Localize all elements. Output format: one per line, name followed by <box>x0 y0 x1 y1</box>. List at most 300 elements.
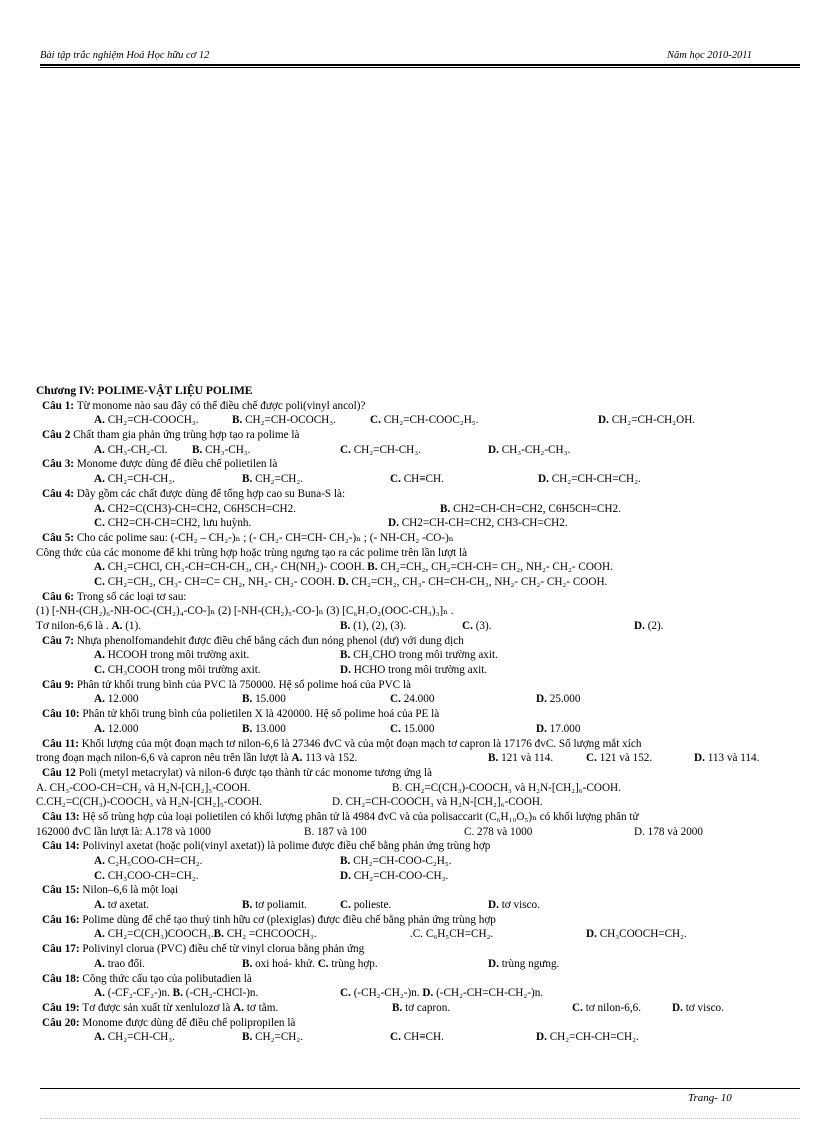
option-letter: D. <box>672 1001 686 1014</box>
option-letter: A. <box>94 1031 108 1044</box>
line-text: D. CH₂=CH-COOCH₃ và H₂N-[CH₂]₆-COOH. <box>332 796 543 809</box>
answer-option <box>304 825 367 840</box>
answer-line <box>36 413 806 428</box>
line-text: CH₂=CH-CH₃. <box>107 1031 175 1044</box>
line-text: 121 và 114. <box>501 752 554 765</box>
answer-option <box>94 472 175 487</box>
line-text: 13.000 <box>255 722 286 735</box>
option-letter: Câu 7: <box>42 634 77 647</box>
line-text: 24.000 <box>403 693 435 706</box>
line-text: HCHO trong môi trường axit. <box>353 664 488 677</box>
line-text: (3). <box>475 620 492 632</box>
line-text: 12.000 <box>107 693 139 706</box>
line-text: CH2=C(CH3)-CH=CH2, C6H5CH=CH2. <box>107 502 296 515</box>
line-text: tơ nilon-6,6. <box>585 1001 642 1014</box>
line-text: tơ visco. <box>685 1001 724 1014</box>
line-text: CH₂=CH-COOC₂H₅. <box>383 414 479 427</box>
page-edge <box>40 1118 800 1119</box>
option-letter: Câu 19: <box>42 1001 83 1014</box>
line-text: CH2=CH-CH=CH2, lưu huỳnh. <box>107 517 252 530</box>
answer-option <box>488 751 553 766</box>
line-text: Polivinyl clorua (PVC) điều chế từ vinyl clorua bằng phản ứng <box>82 943 365 956</box>
line-text: (-CH₂-CH=CH-CH₂-)n. <box>436 987 544 1000</box>
answer-option <box>536 722 580 737</box>
answer-option <box>340 986 543 1001</box>
option-letter: Câu 6: <box>42 590 77 603</box>
option-letter: A. <box>94 722 108 735</box>
option-letter: D. <box>598 414 612 427</box>
line-text: CH₂=CH₂, CH₃- CH=CH-CH₃, NH₂- CH₂- CH₂- COOH. <box>351 575 608 588</box>
line-text: 15.000 <box>403 722 435 735</box>
footer-rule <box>40 1088 800 1089</box>
option-letter: C. <box>340 899 354 912</box>
option-letter: A. <box>291 752 306 765</box>
option-letter: C. <box>390 1031 404 1044</box>
line-text: HCOOH trong môi trường axit. <box>107 649 250 662</box>
line-text: CH₂=CH-COOCH₃. <box>107 414 199 427</box>
option-letter: Câu 1: <box>42 399 77 412</box>
option-letter: B. <box>232 414 246 427</box>
answer-option <box>94 413 199 428</box>
line-text: CH₃-CH₂-CH₃. <box>501 443 571 456</box>
line-text: CH₂=CH-CH=CH₂. <box>551 473 641 486</box>
option-letter: B. <box>242 722 256 735</box>
answer-option <box>232 413 336 428</box>
answer-option <box>340 898 391 913</box>
option-letter: C. <box>94 869 108 882</box>
option-letter: Câu 15: <box>42 884 83 897</box>
answer-option <box>36 751 357 766</box>
answer-option <box>94 1030 175 1045</box>
answer-option <box>242 1030 303 1045</box>
option-letter: Câu 9: <box>42 678 77 691</box>
answer-line <box>36 502 806 517</box>
option-letter: Câu 14: <box>42 840 83 853</box>
question-line <box>36 487 806 502</box>
option-letter: B. <box>440 502 454 515</box>
answer-line <box>36 795 806 810</box>
line-text: Công thức của các monome để khi trùng hợp hoặc trùng ngưng tạo ra các polime trên lần lượt là <box>36 546 468 559</box>
line-text: CH₂=CH₂. <box>255 473 304 486</box>
line-text: C. 278 và 1000 <box>464 825 533 838</box>
question-line <box>36 590 806 605</box>
answer-line <box>36 692 806 707</box>
answer-option <box>36 795 262 810</box>
line-text: Cho các polime sau: (-CH₂ – CH₂-)ₙ ; (- CH₂- CH=CH- CH₂-)ₙ ; (- NH-CH₂ -CO-)ₙ <box>76 531 454 544</box>
question-line <box>36 883 806 898</box>
option-letter: D. <box>694 752 708 765</box>
question-line <box>36 737 806 752</box>
question-line <box>36 399 806 414</box>
answer-option <box>572 1001 641 1016</box>
chapter-title: Chương IV: POLIME-VẬT LIỆU POLIME <box>36 385 253 397</box>
option-letter: A. <box>94 473 108 486</box>
line-text: CH₂=CH₂. <box>255 1031 304 1044</box>
answer-option <box>94 722 138 737</box>
answer-option <box>242 692 286 707</box>
answer-option <box>340 869 448 884</box>
line-text: (2). <box>647 620 664 632</box>
line-text: CH₃COOCH=CH₂. <box>599 928 687 941</box>
answer-option <box>36 619 141 634</box>
answer-option <box>94 516 251 531</box>
answer-option <box>94 560 613 575</box>
line-text: tơ tằm. <box>246 1001 279 1014</box>
option-letter: A. <box>94 957 108 970</box>
option-letter: C. <box>462 620 476 632</box>
answer-line <box>36 619 806 634</box>
line-text: tơ capron. <box>405 1001 451 1014</box>
answer-option <box>488 898 540 913</box>
answer-option <box>36 825 211 840</box>
answer-line <box>36 604 806 619</box>
line-text: oxi hoá- khử. <box>255 957 318 970</box>
header-title: Bài tập trắc nghiệm Hoá Học hữu cơ 12 <box>40 50 210 61</box>
answer-option <box>94 648 249 663</box>
answer-line <box>36 986 806 1001</box>
option-letter: B. <box>213 928 227 941</box>
line-text: Polivinyl axetat (hoặc poli(vinyl axetat)) là polime được điều chế bằng phản ứng trùng hợp <box>82 840 491 853</box>
answer-option <box>94 692 138 707</box>
line-text: CH₂=CH-CH₂OH. <box>611 414 696 427</box>
line-text: tơ visco. <box>501 899 540 912</box>
answer-option <box>634 619 664 634</box>
option-letter: C. <box>586 752 600 765</box>
option-letter: B. <box>242 899 256 912</box>
answer-option <box>694 751 759 766</box>
line-text: Phân tử khối trung bình của PVC là 750000. Hệ số polime hoá của PVC là <box>76 678 412 691</box>
option-letter: A. <box>94 649 108 662</box>
answer-line <box>36 648 806 663</box>
option-letter: D. <box>488 443 502 456</box>
answer-line <box>36 957 806 972</box>
answer-option <box>340 619 406 634</box>
answer-option <box>94 575 607 590</box>
question-line <box>36 942 806 957</box>
line-text: CH₃-CH₃. <box>205 443 251 456</box>
answer-option <box>634 825 703 840</box>
line-text: CH₂=CH-CH₃. <box>353 443 421 456</box>
header-rule-thin <box>40 67 800 68</box>
line-text: Poli (metyl metacrylat) và nilon-6 được tạo thành từ các monome tương ứng là <box>78 766 432 779</box>
question-line <box>36 839 806 854</box>
option-letter: B. <box>340 855 354 867</box>
line-text: tơ axetat. <box>107 899 150 912</box>
answer-option <box>340 854 452 869</box>
option-letter: D. <box>536 1031 550 1044</box>
option-letter: D. <box>488 899 502 912</box>
header-rule-thick <box>40 64 800 66</box>
answer-line <box>36 1030 806 1045</box>
line-text: CH₂=C(CH₃)COOCH₃. <box>107 928 214 941</box>
line-text: CH₂=CH₂, CH₃- CH=C= CH₂, NH₂- CH₂- COOH. <box>107 575 338 588</box>
line-text: D. 178 và 2000 <box>634 825 703 838</box>
answer-option <box>340 648 498 663</box>
option-letter: D. <box>422 987 437 1000</box>
line-text: (1) [-NH-(CH₂)₆-NH-OC-(CH₂)₄-CO-]ₙ (2) [-NH-(CH₂)₅-CO-]ₙ (3) [C₆H₇O₂(OOC-CH₃)₃]ₙ . <box>36 605 454 618</box>
answer-option <box>440 502 621 517</box>
line-text: CH₂=CH₂, CH₂=CH-CH= CH₂, NH₂- CH₂- COOH. <box>380 561 613 574</box>
option-letter: Câu 5: <box>42 531 77 544</box>
answer-option <box>464 825 532 840</box>
answer-option <box>672 1001 724 1016</box>
line-text: (-CH₂-CHCl-)n. <box>185 987 259 1000</box>
line-text: (1), (2), (3). <box>353 620 407 632</box>
answer-option <box>392 1001 450 1016</box>
answer-line <box>36 869 806 884</box>
line-text: 113 và 152. <box>305 752 358 765</box>
question-line <box>36 1016 806 1031</box>
line-text: 15.000 <box>255 693 286 706</box>
option-letter: Câu 16: <box>42 913 83 926</box>
line-text: trong đoạn mạch nilon-6,6 và capron nêu trên lần lượt là <box>36 752 292 765</box>
answer-line <box>36 546 806 561</box>
line-text: CH₃-CH₂-Cl. <box>107 443 168 456</box>
answer-line <box>36 663 806 678</box>
line-text: trùng ngưng. <box>501 957 560 970</box>
line-text: 121 và 152. <box>599 752 653 765</box>
question-line <box>36 634 806 649</box>
option-letter: C. <box>390 693 404 706</box>
answer-option <box>94 957 145 972</box>
line-text: Dãy gồm các chất được dùng để tổng hợp cao su Buna-S là: <box>76 487 346 500</box>
answer-option <box>410 927 493 942</box>
line-text: .C. C₆H₅CH=CH₂. <box>410 928 494 941</box>
line-text: CH₃CHO trong môi trường axit. <box>353 649 498 662</box>
option-letter: A. <box>94 502 108 515</box>
option-letter: Câu 12 <box>42 766 79 779</box>
answer-option <box>536 1030 639 1045</box>
line-text: tơ poliamit. <box>255 899 307 912</box>
option-letter: C. <box>317 957 332 970</box>
question-list <box>36 399 806 1045</box>
question-line <box>36 913 806 928</box>
line-text: 113 và 114. <box>707 752 760 765</box>
answer-option <box>94 854 202 869</box>
option-letter: Câu 11: <box>42 737 82 750</box>
line-text: polieste. <box>353 899 392 912</box>
option-letter: D. <box>536 693 550 706</box>
answer-option <box>94 986 258 1001</box>
option-letter: B. <box>172 987 186 1000</box>
option-letter: B. <box>340 620 354 632</box>
line-text: CH₂=CHCl, CH₃-CH=CH-CH₃, CH₃- CH(NH₂)- COOH. <box>107 561 368 574</box>
option-letter: B. <box>340 649 354 662</box>
line-text: CH2=CH-CH=CH2, C6H5CH=CH2. <box>453 502 621 515</box>
line-text: CH₂=CH-CH=CH₂. <box>549 1031 639 1044</box>
option-letter: Câu 3: <box>42 458 77 471</box>
line-text: CH₂=CH-COO-CH₃. <box>353 869 449 882</box>
answer-line <box>36 472 806 487</box>
line-text: B. CH₂=C(CH₃)-COOCH₃ và H₂N-[CH₂]₆-COOH. <box>392 781 621 794</box>
answer-option <box>242 957 378 972</box>
answer-option <box>488 443 570 458</box>
question-line <box>36 810 806 825</box>
line-text: C₂H₅COO-CH=CH₂. <box>107 855 203 867</box>
answer-line <box>36 781 806 796</box>
answer-option <box>242 898 307 913</box>
header-year: Năm học 2010-2011 <box>667 50 752 61</box>
option-letter: B. <box>488 752 502 765</box>
answer-option <box>488 957 559 972</box>
option-letter: A. <box>94 693 108 706</box>
option-letter: B. <box>392 1001 406 1014</box>
answer-option <box>536 692 580 707</box>
option-letter: D. <box>340 664 354 677</box>
answer-line <box>36 825 806 840</box>
option-letter: A. <box>94 561 108 574</box>
answer-option <box>462 619 492 634</box>
option-letter: B. <box>242 1031 256 1044</box>
answer-option <box>598 413 695 428</box>
option-letter: B. <box>192 443 206 456</box>
line-text: A. CH₃-COO-CH=CH₂ và H₂N-[CH₂]₅-COOH. <box>36 781 251 794</box>
option-letter: D. <box>538 473 552 486</box>
option-letter: B. <box>242 473 256 486</box>
answer-option <box>390 472 444 487</box>
answer-option <box>538 472 641 487</box>
line-text: 17.000 <box>549 722 581 735</box>
page-number: Trang- 10 <box>688 1092 732 1104</box>
line-text: CH2=CH-CH=CH2, CH3-CH=CH2. <box>401 517 568 530</box>
answer-option <box>242 472 303 487</box>
line-text: CH₂=CH-CH₃. <box>107 473 175 486</box>
answer-option <box>94 443 167 458</box>
question-line <box>36 678 806 693</box>
line-text: Hệ số trùng hợp của loại polietilen có khối lượng phân tử là 4984 đvC và của polisaccarit (C₆H₁₀O₅)ₙ có khối lượng phân tử <box>82 810 639 823</box>
line-text: Tơ nilon-6,6 là . <box>36 620 112 632</box>
option-letter: D. <box>388 517 402 530</box>
option-letter: B. <box>367 561 381 574</box>
option-letter: D. <box>634 620 648 632</box>
option-letter: A. <box>94 414 108 427</box>
answer-option <box>340 663 487 678</box>
answer-option <box>94 898 149 913</box>
option-letter: D. <box>340 869 354 882</box>
option-letter: A. <box>94 443 108 456</box>
option-letter: C. <box>94 575 108 588</box>
option-letter: B. <box>242 693 256 706</box>
question-line <box>36 1001 806 1016</box>
answer-line <box>36 443 806 458</box>
answer-option <box>586 927 687 942</box>
answer-option <box>390 692 434 707</box>
line-text: Phân tử khối trung bình của polietilen X là 420000. Hệ số polime hoá của PE là <box>82 708 440 721</box>
answer-option <box>370 413 478 428</box>
line-text: CH₃COO-CH=CH₂. <box>107 869 199 882</box>
option-letter: C. <box>94 664 108 677</box>
option-letter: Câu 2 <box>42 429 74 442</box>
option-letter: Câu 4: <box>42 487 77 500</box>
line-text: Công thức cấu tạo của polibutadien là <box>82 972 252 985</box>
line-text: C.CH₂=C(CH₃)-COOCH₃ và H₂N-[CH₂]₅-COOH. <box>36 796 263 809</box>
line-text: Nilon–6,6 là một loại <box>82 884 179 897</box>
answer-option <box>340 443 421 458</box>
option-letter: A. <box>111 620 126 632</box>
line-text: Monome được dùng để điều chế polipropilen là <box>82 1016 296 1029</box>
line-text: (-CH₂-CH₂-)n. <box>353 987 423 1000</box>
option-letter: Câu 18: <box>42 972 83 985</box>
option-letter: Câu 17: <box>42 943 83 956</box>
option-letter: D. <box>536 722 550 735</box>
option-letter: Câu 10: <box>42 708 83 721</box>
question-line <box>36 531 806 546</box>
line-text: CH≡CH. <box>403 473 444 486</box>
answer-option <box>242 722 286 737</box>
line-text: Nhựa phenolfomandehit được điều chế bằng cách đun nóng phenol (dư) với dung dịch <box>76 634 464 647</box>
option-letter: C. <box>340 987 354 1000</box>
answer-line <box>36 751 806 766</box>
answer-option <box>94 502 296 517</box>
line-text: trùng hợp. <box>331 957 378 970</box>
question-line <box>36 707 806 722</box>
answer-option <box>192 443 250 458</box>
option-letter: Câu 13: <box>42 810 83 823</box>
line-text: Từ monome nào sau đây có thể điều chế được poli(vinyl ancol)? <box>76 399 366 412</box>
line-text: Monome được dùng để điều chế polietilen là <box>76 458 278 471</box>
option-letter: C. <box>370 414 384 427</box>
line-text: B. 187 và 100 <box>304 825 367 838</box>
answer-line <box>36 560 806 575</box>
option-letter: A. <box>94 987 108 1000</box>
answer-option <box>332 795 543 810</box>
answer-option <box>392 781 621 796</box>
option-letter: A. <box>94 855 108 867</box>
question-line <box>36 972 806 987</box>
option-letter: C. <box>94 517 108 530</box>
answer-option <box>390 722 434 737</box>
option-letter: D. <box>586 928 600 941</box>
line-text: 12.000 <box>107 722 139 735</box>
line-text: CH≡CH. <box>403 1031 444 1044</box>
option-letter: C. <box>390 722 404 735</box>
answer-option <box>388 516 568 531</box>
answer-line <box>36 927 806 942</box>
option-letter: C. <box>390 473 404 486</box>
line-text: Trong số các loại tơ sau: <box>76 590 187 603</box>
option-letter: A. <box>94 899 108 912</box>
question-line <box>36 457 806 472</box>
option-letter: A. <box>233 1001 247 1014</box>
option-letter: C. <box>572 1001 586 1014</box>
option-letter: Câu 20: <box>42 1016 83 1029</box>
answer-line <box>36 516 806 531</box>
option-letter: D. <box>488 957 502 970</box>
line-text: Polime dùng để chế tạo thuỷ tinh hữu cơ (plexiglas) được điều chế bằng phản ứng trùng hợp <box>82 913 496 926</box>
line-text: CH₂=CH-OCOCH₃. <box>245 414 336 427</box>
line-text: 162000 đvC lần lượt là: A.178 và 1000 <box>36 825 211 838</box>
answer-option <box>94 869 199 884</box>
line-text: Chất tham gia phản ứng trùng hợp tạo ra polime là <box>73 429 300 442</box>
option-letter: A. <box>94 928 108 941</box>
line-text: (1). <box>125 620 142 632</box>
option-letter: B. <box>242 957 256 970</box>
line-text: CH₃COOH trong môi trường axit. <box>107 664 261 677</box>
line-text: (-CF₂-CF₂-)n. <box>107 987 173 1000</box>
answer-line <box>36 854 806 869</box>
document-body <box>36 384 806 1045</box>
answer-line <box>36 722 806 737</box>
question-line <box>36 428 806 443</box>
answer-option <box>36 781 250 796</box>
answer-option <box>94 927 317 942</box>
option-letter: D. <box>337 575 352 588</box>
question-line <box>36 766 806 781</box>
answer-line <box>36 898 806 913</box>
line-text: 25.000 <box>549 693 581 706</box>
answer-line <box>36 575 806 590</box>
line-text: Tơ được sản xuất từ xenlulozơ là <box>82 1001 234 1014</box>
